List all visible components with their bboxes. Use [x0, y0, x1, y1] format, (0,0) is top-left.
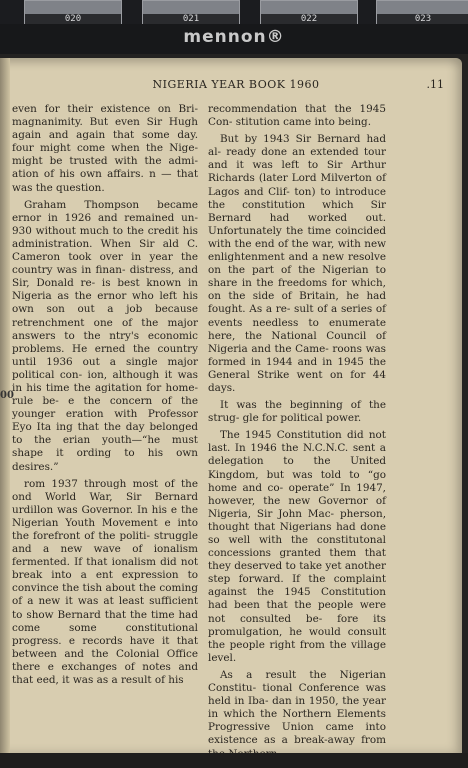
scanner-bed: [0, 753, 468, 768]
film-frame: [24, 0, 122, 26]
brand-logo: mennon®: [183, 27, 285, 47]
paragraph: rom 1937 through most of the ond World War, Sir Bernard urdillon was Governor. In his e the Nigerian Youth Movement e into the forefront of the politi- struggle and a new wave of ionalism fermented. If that ionalism did not break into a ent expression to convince the tish about the coming of a new it was at least sufficient to show Bernard that the time had come some constitutional progress. e records have it that between and the Colonial Office there e exchanges of notes and that eed, it was as a result of his: [12, 477, 198, 687]
paragraph: It was the beginning of the strug- gle for political power.: [208, 399, 386, 425]
frame-number: 021: [143, 14, 239, 25]
film-frame: [376, 0, 468, 26]
paragraph: Graham Thompson became ernor in 1926 and remained un- 930 without much to the credit his administration. When Sir ald C. Cameron took over in year the country was in finan- distress, and Sir, Donald re- is best known in Nigeria as the ernor who left his own son out a job because retrenchment one of the major answers to the ntry's economic problems. He erned the country until 1936 out a single major political con- ion, although it was in his time the agitation for home-rule be- e the concern of the younger eration with Professor Eyo Ita ing that the day belonged to the erian youth—“he must shape it ording to his own desires.”: [12, 198, 198, 473]
page-header: [10, 78, 462, 94]
film-frame: [260, 0, 358, 26]
gutter-mark: 00: [0, 390, 14, 401]
paragraph: As a result the Nigerian Constitu- tional Conference was held in Iba- dan in 1950, the year in which the Northern Elements Progressive Union came into existence as a break-away from: [208, 668, 386, 747]
running-title: NIGERIA YEAR BOOK 1960: [152, 78, 320, 91]
frame-number: 020: [25, 14, 121, 25]
page-number: .11: [426, 78, 444, 91]
film-frame: [142, 0, 240, 26]
frame-number: 023: [377, 14, 468, 25]
frame-number: 022: [261, 14, 357, 25]
paragraph: The 1945 Constitution did not last. In 1946 the N.C.N.C. sent a delegation to the United Kingdom, but was told to “go home and co- operate” In 1947, however, the new Governor of Nigeria, Sir John Mac- pherson, thought that Nigerians had done so well with the constitutonal concessions granted them that they deserved to take yet another step forward. If the complaint against the 1945 Constitution had been that the people were not consulted be- fore its promulgation, he would consult the people right from the village level.: [208, 429, 386, 664]
paragraph: even for their existence on Bri- magnanimity. But even Sir Hugh again and again that some day. four might come when the Nige- might be trusted with the admi- ation of his own affairs. n — that was the question.: [12, 103, 198, 194]
page-gutter: [0, 58, 10, 753]
paragraph: recommendation that the 1945 Con- stitution came into being.: [208, 103, 386, 129]
left-column: [12, 103, 198, 687]
right-column: [208, 103, 386, 761]
paragraph: But by 1943 Sir Bernard had al- ready done an extended tour and it was left to Sir Arthur Richards (later Lord Milverton of Lagos and Clif- ton) to introduce the constitution which Sir Bernard had worked out. Unfortunately the time coincided with the end of the war, with new enlightenment and a new resolve on the part of the Nigerian to share in the freedoms for which, on the side of Britain, he had fought. As a re- sult of a series of events needless to enumerate here, the National Council of Nigeria and the Came- roons was formed in 1944 and in 1945 the General Strike went on for 44 days.: [208, 133, 386, 394]
